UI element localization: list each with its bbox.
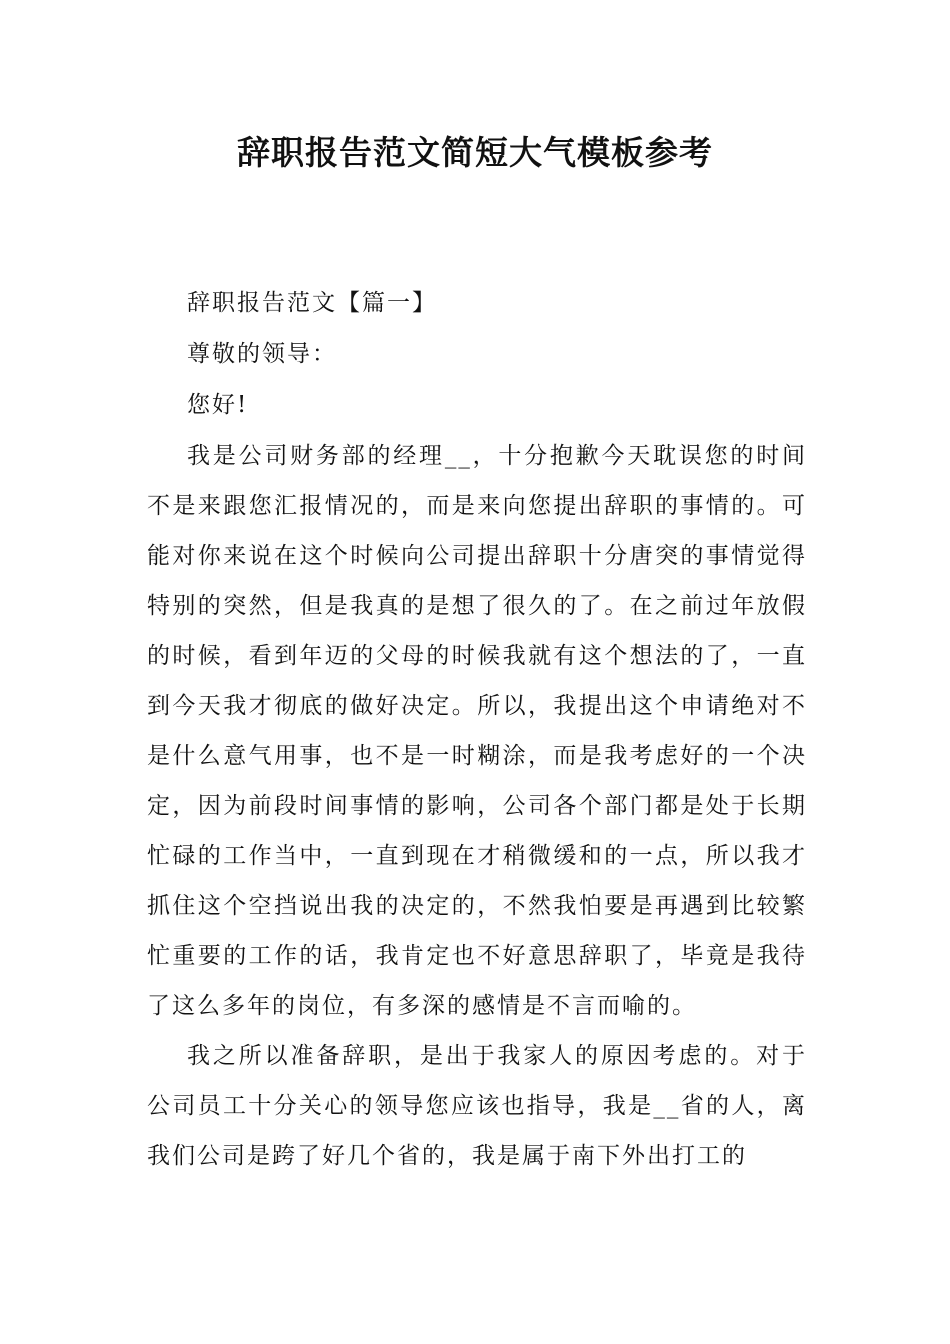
document-body xyxy=(147,278,807,1181)
greeting: 您好! xyxy=(187,392,249,418)
body-paragraph-1: 我是公司财务部的经理__，十分抱歉今天耽误您的时间不是来跟您汇报情况的，而是来向您提出辞职的事情的。可能对你来说在这个时候向公司提出辞职十分唐突的事情觉得特别的突然，但是我真的是想了很久的了。在之前过年放假的时候，看到年迈的父母的时候我就有这个想法的了，一直到今天我才彻底的做好决定。所以，我提出这个申请绝对不是什么意气用事，也不是一时糊涂，而是我考虑好的一个决定，因为前段时间事情的影响，公司各个部门都是处于长期忙碌的工作当中，一直到现在才稍微缓和的一点，所以我才抓住这个空挡说出我的决定的，不然我怕要是再遇到比较繁忙重要的工作的话，我肯定也不好意思辞职了，毕竟是我待了这么多年的岗位，有多深的感情是不言而喻的。 xyxy=(147,443,807,1019)
document-title: 辞职报告范文简短大气模板参考 xyxy=(237,133,713,172)
body-paragraph-2: 我之所以准备辞职，是出于我家人的原因考虑的。对于公司员工十分关心的领导您应该也指导，我是__省的人，离我们公司是跨了好几个省的，我是属于南下外出打工的 xyxy=(147,1043,807,1169)
salutation: 尊敬的领导： xyxy=(187,341,337,367)
section-heading: 辞职报告范文【篇一】 xyxy=(187,290,437,316)
